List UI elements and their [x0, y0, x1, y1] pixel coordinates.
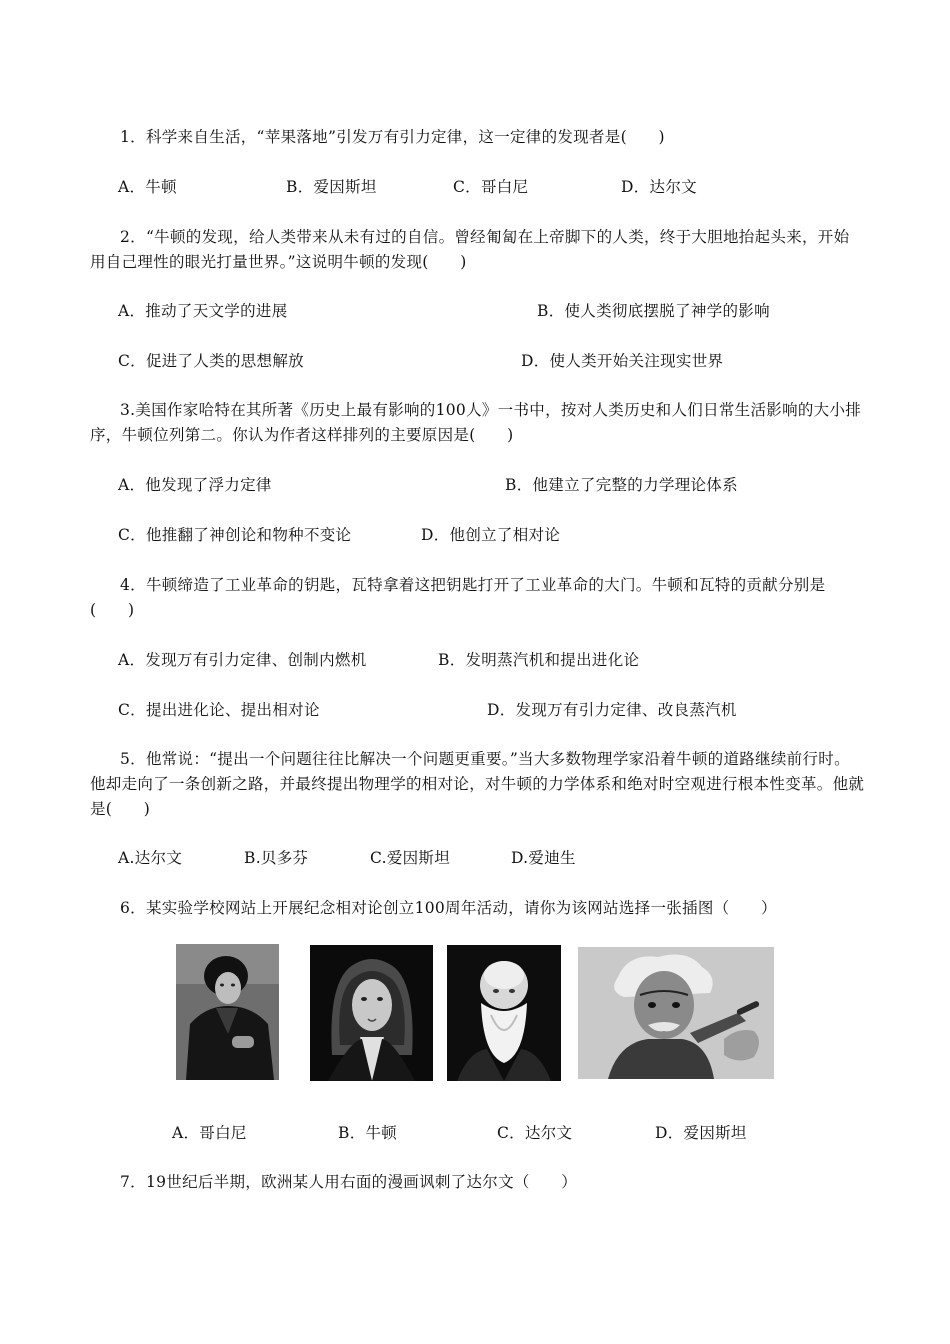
question-2	[90, 225, 865, 275]
q2-option-a: A．推动了天文学的进展	[118, 302, 288, 320]
q6-option-d: D．爱因斯坦	[655, 1124, 747, 1142]
q1-option-d: D．达尔文	[621, 178, 697, 196]
question-5	[90, 747, 865, 822]
q3-option-a: A．他发现了浮力定律	[118, 476, 272, 494]
portrait-newton-image	[310, 945, 433, 1081]
question-6	[90, 896, 865, 921]
question-7	[90, 1170, 865, 1195]
q5-option-c: C.爱因斯坦	[370, 849, 451, 867]
q1-option-b: B．爱因斯坦	[286, 178, 377, 196]
q3-option-d: D．他创立了相对论	[421, 526, 561, 544]
q3-option-b: B．他建立了完整的力学理论体系	[505, 476, 738, 494]
question-1-stem: 1．科学来自生活，“苹果落地”引发万有引力定律，这一定律的发现者是( )	[120, 128, 665, 146]
q2-option-b: B．使人类彻底摆脱了神学的影响	[537, 302, 770, 320]
q2-option-c: C．促进了人类的思想解放	[118, 352, 304, 370]
q4-option-c: C．提出进化论、提出相对论	[118, 701, 320, 719]
q6-option-a: A．哥白尼	[172, 1124, 247, 1142]
portrait-copernicus-image	[176, 944, 279, 1080]
question-1	[90, 125, 865, 150]
q5-option-d: D.爱迪生	[511, 849, 576, 867]
q6-option-c: C．达尔文	[497, 1124, 573, 1142]
question-3-stem: 3.美国作家哈特在其所著《历史上最有影响的100人》一书中，按对人类历史和人们日常生活影响的大小排序，牛顿位列第二。你认为作者这样排列的主要原因是( )	[90, 401, 862, 444]
q4-option-b: B．发明蒸汽机和提出进化论	[438, 651, 640, 669]
question-6-stem: 6．某实验学校网站上开展纪念相对论创立100周年活动，请你为该网站选择一张插图（ ）	[120, 899, 777, 917]
q2-option-d: D．使人类开始关注现实世界	[521, 352, 724, 370]
question-2-stem: 2．“牛顿的发现，给人类带来从未有过的自信。曾经匍匐在上帝脚下的人类，终于大胆地抬起头来，开始用自己理性的眼光打量世界。”这说明牛顿的发现( )	[90, 228, 850, 271]
q5-option-b: B.贝多芬	[244, 849, 309, 867]
q5-option-a: A.达尔文	[118, 849, 183, 867]
q4-option-a: A．发现万有引力定律、创制内燃机	[118, 651, 367, 669]
portrait-einstein-image	[578, 947, 774, 1079]
question-5-stem: 5．他常说：“提出一个问题往往比解决一个问题更重要。”当大多数物理学家沿着牛顿的道路继续前行时。他却走向了一条创新之路，并最终提出物理学的相对论，对牛顿的力学体系和绝对时空观进行根本性变革。他就是( )	[90, 750, 865, 818]
question-7-stem: 7．19世纪后半期，欧洲某人用右面的漫画讽刺了达尔文（ ）	[120, 1173, 578, 1191]
q4-option-d: D．发现万有引力定律、改良蒸汽机	[487, 701, 737, 719]
question-3	[90, 398, 865, 448]
portrait-darwin-image	[447, 945, 561, 1081]
q1-option-a: A．牛顿	[118, 178, 177, 196]
q6-option-b: B．牛顿	[338, 1124, 398, 1142]
q1-option-c: C．哥白尼	[453, 178, 529, 196]
q3-option-c: C．他推翻了神创论和物种不变论	[118, 526, 352, 544]
question-4	[90, 573, 865, 623]
question-4-stem: 4．牛顿缔造了工业革命的钥匙，瓦特拿着这把钥匙打开了工业革命的大门。牛顿和瓦特的贡献分别是( )	[90, 576, 826, 619]
